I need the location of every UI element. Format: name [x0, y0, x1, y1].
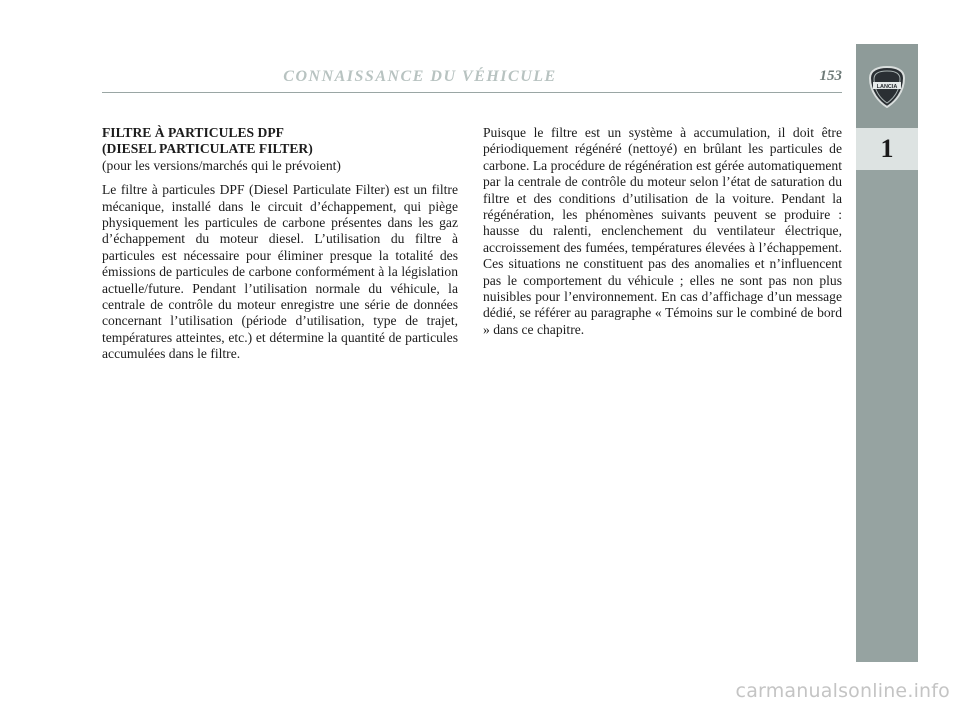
paragraph-2: Puisque le filtre est un système à accumulation, il doit être périodiquement régénéré (nettoyé) en brûlant les particules de carbone. La procédure de régénération est gérée automatiquement par la centrale de contrôle du moteur selon l’état de saturation du filtre et des conditions d’utilisation de la voiture. Pendant la régénération, les phénomènes suivants peuvent se produire : hausse du ralenti, enclenchement du ventilateur électrique, accroissement des fumées, températures élevées à l’échappement. Ces situations ne constituent pas des anomalies et n’influencent pas le comportement du véhicule ; elles ne sont pas non plus nuisibles pour l’environnement. En cas d’affichage d’un message dédié, se référer au paragraphe « Témoins sur le combiné de bord » dans ce chapitre.: [483, 125, 842, 337]
logo-area: [856, 44, 918, 128]
section-title: CONNAISSANCE DU VÉHICULE: [283, 68, 557, 85]
page-number: 153: [819, 68, 842, 84]
watermark: carmanualsonline.info: [735, 680, 950, 702]
header-divider: [102, 92, 842, 93]
section-heading-line2: (DIESEL PARTICULATE FILTER): [102, 141, 313, 157]
lancia-shield-icon: [868, 66, 906, 108]
section-heading-line1: FILTRE À PARTICULES DPF: [102, 125, 284, 140]
paragraph-1: Le filtre à particules DPF (Diesel Particulate Filter) est un filtre mécanique, installé dans le circuit d’échappement, qui piège physiquement les particules de carbone présentes dans les gaz d’échappement du moteur diesel. L’utilisation du filtre à particules est nécessaire pour éliminer presque la totalité des émissions de particules de carbone conformément à la législation actuelle/future. Pendant l’utilisation normale du véhicule, la centrale de contrôle du moteur enregistre une série de données concernant l’utilisation (période d’utilisation, type de trajet, températures atteintes, etc.) et détermine la quantité de particules accumulées dans le filtre.: [102, 182, 458, 362]
right-column: [483, 125, 842, 338]
left-column: [102, 125, 458, 363]
logo-text: LANCIA: [876, 84, 898, 90]
section-subheading: (pour les versions/marchés qui le prévoient): [102, 157, 341, 173]
chapter-number: 1: [856, 128, 918, 170]
